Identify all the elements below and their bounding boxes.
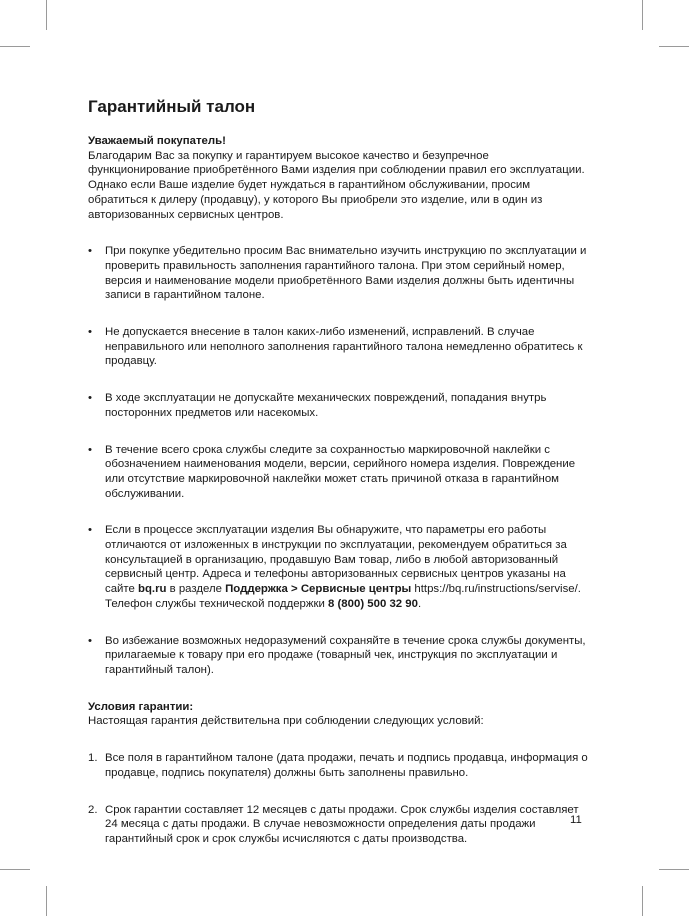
bullet-marker: •: [88, 443, 92, 456]
list-item-text: Во избежание возможных недоразумений сохраняйте в течение срока службы документы, прилагаемые к товару при его продаже (товарный чек, инструкция по эксплуатации и гарантийный талон).: [105, 634, 586, 676]
list-number: 2.: [88, 803, 98, 816]
page-number: 11: [570, 814, 582, 826]
page-title: Гарантийный талон: [88, 97, 256, 116]
intro-paragraph: Благодарим Вас за покупку и гарантируем высокое качество и безупречное функционирование приобретённого Вами изделия при соблюдении правил его эксплуатации. Однако если Ваше изделие будет нуждаться в гарантийном обслуживании, просим обратиться к дилеру (продавцу), у которого Вы приобрели это изделие, или в один из авторизованных сервисных центров.: [88, 149, 585, 221]
support-phone: 8 (800) 500 32 90: [328, 597, 418, 610]
document-body: [88, 96, 593, 869]
list-item: [88, 803, 593, 847]
conditions-intro: Настоящая гарантия действительна при соблюдении следующих условий:: [88, 715, 484, 728]
bullet-marker: •: [88, 326, 92, 339]
list-item: [88, 523, 593, 611]
greeting: Уважаемый покупатель!: [88, 135, 226, 147]
list-item: [88, 244, 593, 303]
list-item-text: В ходе эксплуатации не допускайте механических повреждений, попадания внутрь посторонних предметов или насекомых.: [105, 392, 547, 419]
list-item-text: [105, 524, 581, 610]
text-run: .: [417, 597, 422, 610]
crop-mark: [642, 0, 643, 30]
bullet-marker: •: [88, 634, 92, 647]
bullet-marker: •: [88, 392, 92, 405]
bullet-marker: •: [88, 245, 92, 258]
list-item: [88, 634, 593, 678]
list-item-text: Срок гарантии составляет 12 месяцев с даты продажи. Срок службы изделия составляет 24 месяца с даты продажи. В случае невозможности определения даты продажи гарантийный срок и срок службы исчисляются с даты производства.: [105, 803, 579, 845]
conditions-list: [88, 751, 593, 847]
crop-mark: [0, 46, 30, 47]
conditions-heading: Условия гарантии:: [88, 700, 194, 713]
crop-mark: [0, 869, 30, 870]
crop-mark: [642, 886, 643, 916]
list-item-text: Все поля в гарантийном талоне (дата продажи, печать и подпись продавца, информация о продавце, подпись покупателя) должны быть заполнены правильно.: [105, 752, 588, 779]
list-item: [88, 443, 593, 502]
crop-mark: [46, 886, 47, 916]
text-run: в разделе: [166, 583, 226, 596]
list-item: [88, 751, 593, 780]
list-item-text: В течение всего срока службы следите за сохранностью маркировочной наклейки с обозначением наименования модели, версии, серийного номера изделия. Повреждение или отсутствие маркировочной наклейки может стать причиной отказа в гарантийном обслуживании.: [105, 443, 576, 500]
support-section: Поддержка > Сервисные центры: [225, 583, 412, 596]
crop-mark: [659, 46, 689, 47]
text-run: Если в процессе эксплуатации изделия Вы обнаружите, что параметры его работы отличаются от изложенных в инструкции по эксплуатации, рекомендуем обратиться за консультацией в организацию, продавшую Вам товар, либо в любой авторизованный сервисный центр. Адреса и телефоны авторизованных сервисных центров указаны на сайте: [105, 524, 567, 596]
list-item: [88, 391, 593, 420]
crop-mark: [659, 869, 689, 870]
list-number: 1.: [88, 752, 98, 765]
list-item-text: При покупке убедительно просим Вас внимательно изучить инструкцию по эксплуатации и проверить правильность заполнения гарантийного талона. При этом серийный номер, версия и наименование модели приобретённого Вами изделия должны быть идентичны записи в гарантийном талоне.: [105, 245, 587, 302]
crop-mark: [46, 0, 47, 30]
text-run: https://bq.ru/instructions/servise/. Телефон службы технической поддержки: [105, 583, 581, 610]
bullet-marker: •: [88, 524, 92, 537]
bullet-list: [88, 244, 593, 677]
list-item: [88, 325, 593, 369]
site-link: bq.ru: [137, 583, 167, 596]
list-item-text: Не допускается внесение в талон каких-либо изменений, исправлений. В случае неправильного или неполного заполнения гарантийного талона немедленно обратитесь к продавцу.: [105, 326, 583, 368]
